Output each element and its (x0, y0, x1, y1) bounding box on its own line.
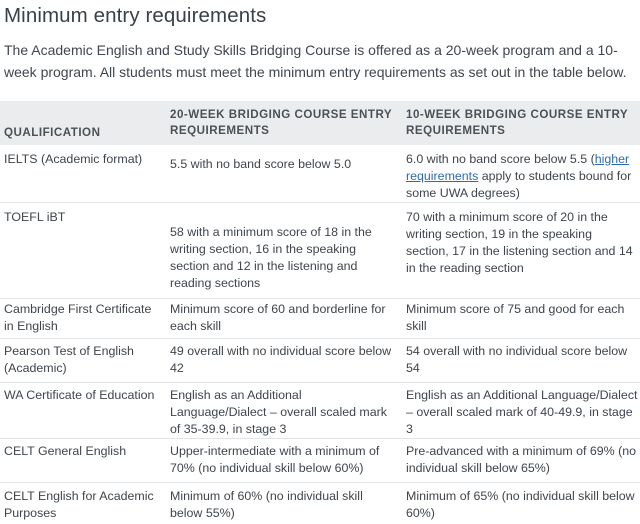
cell-10-week-text-after: apply to students bound for some UWA degrees) (406, 169, 632, 200)
cell-20-week: 5.5 with no band score below 5.0 (166, 145, 402, 203)
page-title: Minimum entry requirements (4, 4, 267, 27)
cell-qualification: Cambridge First Certificate in English (0, 299, 166, 339)
header-20-week: 20-WEEK BRIDGING COURSE ENTRY REQUIREMENTS (166, 101, 402, 145)
cell-10-week: 54 overall with no individual score below 54 (402, 339, 640, 383)
intro-paragraph: The Academic English and Study Skills Bridging Course is offered as a 20-week program and a 10-week program. All students must meet the minimum entry requirements as set out in the table below. (4, 42, 627, 80)
cell-10-week: Minimum of 65% (no individual skill below 60%) (406, 489, 635, 520)
cell-10-week: English as an Additional Language/Dialect – overall scaled mark of 40-49.9, in stage 3 (402, 383, 640, 439)
cell-qualification: TOEFL iBT (0, 203, 166, 299)
higher-requirements-link[interactable]: higher requirements (406, 152, 630, 183)
cell-20-week: Upper-intermediate with a minimum of 70% (no individual skill below 60%) (166, 439, 402, 483)
cell-qualification: Pearson Test of English (Academic) (0, 339, 166, 383)
cell-qualification: IELTS (Academic format) (0, 145, 166, 203)
entry-requirements-table (0, 101, 640, 524)
table-header-row (0, 101, 640, 145)
cell-10-week: Minimum score of 75 and good for each skill (402, 299, 640, 339)
cell-qualification: CELT English for Academic Purposes (4, 489, 154, 520)
cell-10-week-text-before: 6.0 with no band score below 5.5 ( (406, 152, 595, 166)
cell-qualification: WA Certificate of Education (0, 383, 166, 439)
cell-10-week: Pre-advanced with a minimum of 69% (no individual skill below 65%) (402, 439, 640, 483)
cell-qualification: CELT General English (0, 439, 166, 483)
cell-20-week: 58 with a minimum score of 18 in the writing section, 16 in the speaking section and 12 in the listening and reading sections (166, 203, 402, 299)
table-row (0, 145, 640, 203)
header-10-week: 10-WEEK BRIDGING COURSE ENTRY REQUIREMENTS (402, 101, 640, 145)
cell-20-week: Minimum score of 60 and borderline for each skill (166, 299, 402, 339)
table-row (0, 339, 640, 383)
cell-10-week: 70 with a minimum score of 20 in the writing section, 19 in the speaking section, 17 in the listening section and 14 in the reading section (402, 203, 640, 299)
table-row (0, 299, 640, 339)
table-row (0, 203, 640, 299)
cell-20-week: English as an Additional Language/Dialect – overall scaled mark of 35-39.9, in stage 3 (166, 383, 402, 439)
table-row (0, 483, 640, 524)
table-row (0, 383, 640, 439)
table-row (0, 439, 640, 483)
cell-20-week: 49 overall with no individual score below 42 (166, 339, 402, 383)
cell-20-week: Minimum of 60% (no individual skill below 55%) (170, 489, 363, 520)
header-qualification: QUALIFICATION (0, 101, 166, 145)
cell-10-week (402, 145, 640, 203)
